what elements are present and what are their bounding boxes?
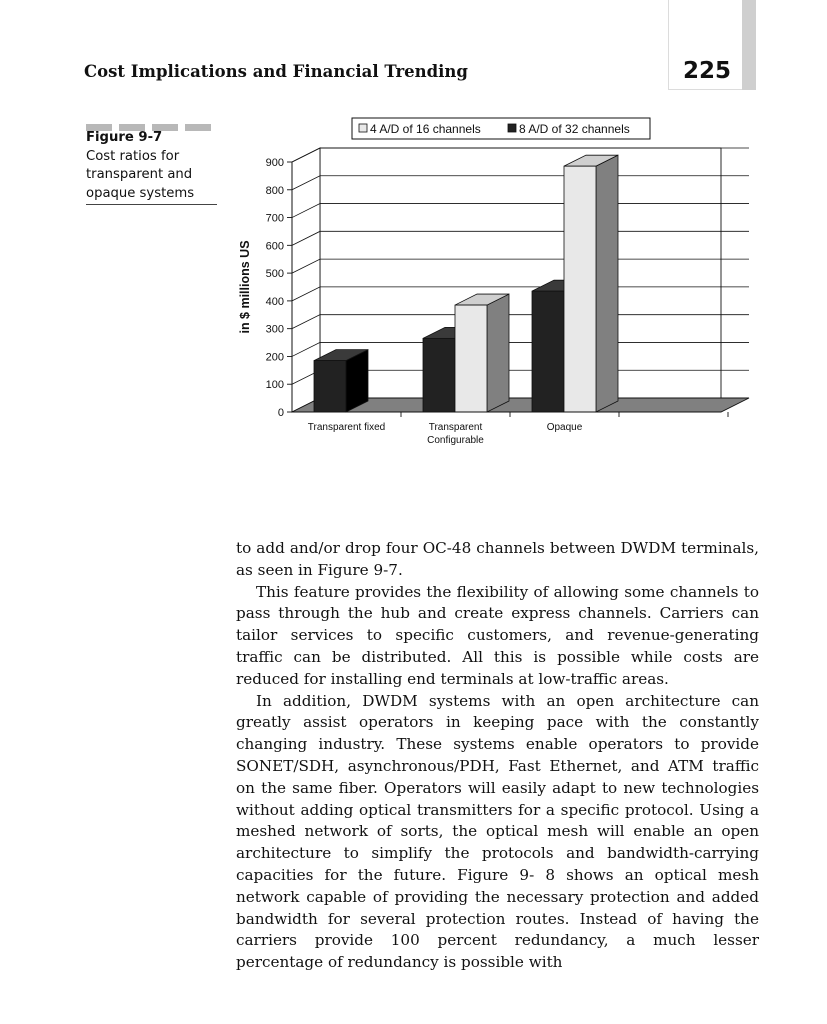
y-tick-label: 700 [265,212,284,225]
y-tick-label: 400 [265,295,284,308]
bar [564,166,596,412]
y-tick-label: 800 [265,184,284,197]
y-tick-label: 900 [265,157,284,169]
body-paragraph: This feature provides the flexibility of allowing some channels to pass through the hub and create express channels. Carriers can tailor services to specific customers, and revenue-generating traffic can be distributed. All this is possible while costs are reduced for installing end terminals at low-traffic areas. [236,582,759,688]
x-category-label: Transparent [428,422,483,433]
chart-back-wall [320,148,721,398]
legend-label: 4 A/D of 16 channels [370,122,481,136]
running-head-title: Cost Implications and Financial Trending [84,62,468,81]
chart-svg [230,110,760,455]
figure-caption: Cost ratios for transparent and opaque systems [86,148,195,201]
legend-swatch [508,124,516,132]
y-tick-label: 100 [265,379,284,392]
page-tab-divider [668,0,669,90]
y-tick-label: 600 [265,240,284,253]
body-paragraph: to add and/or drop four OC-48 channels between DWDM terminals, as seen in Figure 9-7. [236,539,759,579]
figure-number: Figure 9-7 [86,130,163,145]
body-text [236,538,759,974]
legend-swatch [359,124,367,132]
page-number: 225 [683,58,732,84]
bar [455,305,487,412]
body-paragraph: In addition, DWDM systems with an open architecture can greatly assist operators in keeping pace with the constantly changing industry. These systems enable operators to provide SONET/SDH, asynchronous/PDH, Fast Ethernet, and ATM traffic on the same fiber. Operators will easily adapt to new technologies without adding optical transmitters for a specific protocol. Using a meshed network of sorts, the optical mesh will enable an open architecture to simplify the protocols and bandwidth-carrying capacities for the future. Figure 9- 8 shows an optical mesh network capable of providing the necessary protection and added bandwidth for several protection routes. Instead of having the carriers provide 100 percent redundancy, a much lesser percentage of redundancy is possible with [236,691,759,972]
bar-side [596,155,618,412]
x-category-label: Configurable [427,435,484,446]
y-tick-label: 500 [265,268,284,281]
y-tick-label: 300 [265,323,284,336]
page-edge-tab [742,0,756,90]
figure-caption-block [86,129,217,203]
bar [532,291,564,412]
cost-ratio-chart [230,110,760,460]
bar [314,361,346,412]
y-tick-label: 0 [277,407,284,419]
y-tick-label: 200 [265,351,284,364]
x-category-label: Opaque [546,422,583,433]
x-category-label: Transparent fixed [307,422,386,433]
y-axis-label: in $ millions US [238,240,252,334]
legend-label: 8 A/D of 32 channels [519,122,630,136]
bar-side [487,294,509,412]
figure-caption-rule [86,204,217,205]
bar [423,338,455,412]
